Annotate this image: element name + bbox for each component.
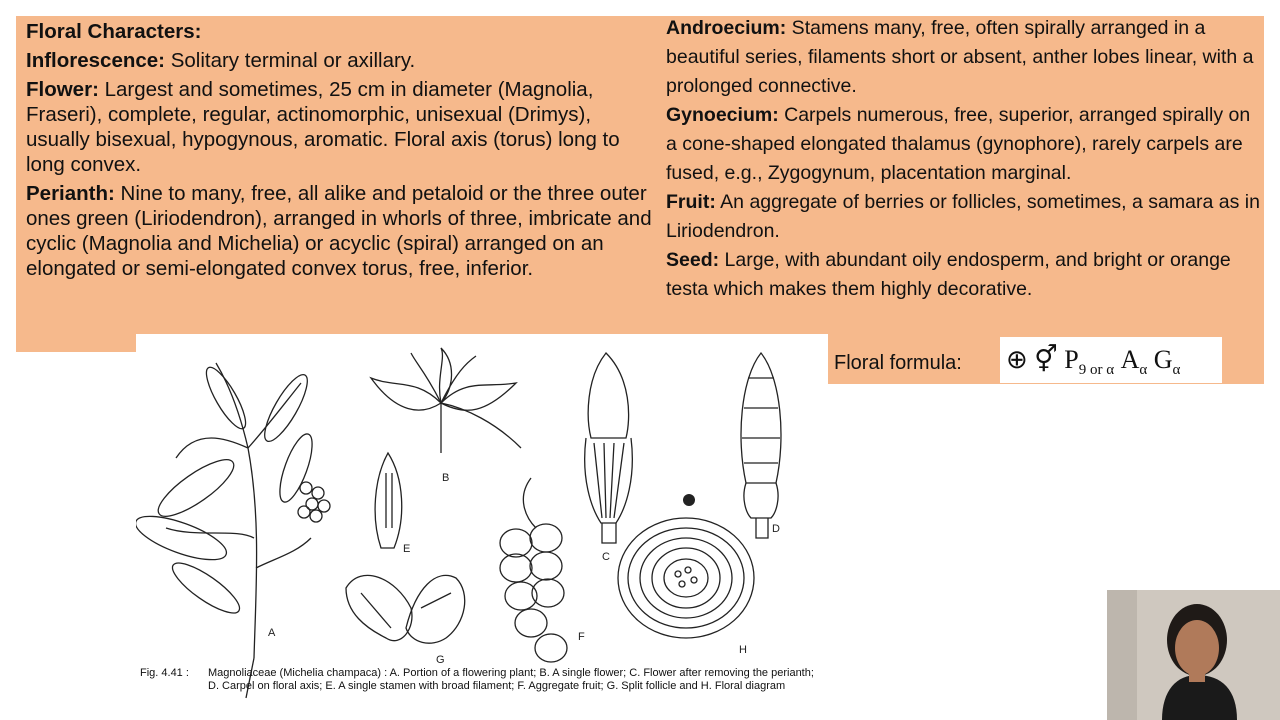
label-f: F xyxy=(578,631,585,643)
carpel-on-axis-drawing xyxy=(741,353,781,538)
formula-a-sub: α xyxy=(1139,362,1148,379)
gynoecium-para xyxy=(666,101,1260,188)
split-follicle-drawing xyxy=(346,575,465,643)
floral-diagram-drawing xyxy=(618,518,754,638)
label-b: B xyxy=(442,472,450,484)
label-d: D xyxy=(772,523,780,535)
flower-label: Flower: xyxy=(26,78,99,101)
gynoecium-label: Gynoecium: xyxy=(666,104,779,126)
formula-p: P xyxy=(1064,345,1079,374)
fruit-para xyxy=(666,188,1260,246)
label-g: G xyxy=(436,654,445,666)
androecium-para xyxy=(666,14,1260,101)
seed-para xyxy=(666,246,1260,304)
fruit-label: Fruit: xyxy=(666,191,716,213)
floral-formula-label: Floral formula: xyxy=(834,352,962,374)
perianth-text: Nine to many, free, all alike and petaloid or the three outer ones green (Liriodendron), arranged in whorls of three, imbricate and cyclic (Magnolia and Michelia) or acyclic (spiral) arranged on an elongated or semi-elongated convex torus, free, inferior. xyxy=(26,182,652,280)
webcam-video xyxy=(1107,590,1280,720)
single-flower-drawing xyxy=(371,348,521,453)
gynoecium-text: Carpels numerous, free, superior, arranged spirally on a cone-shaped elongated thalamus (gynophore), rarely carpels are fused, e.g., Zygogynum, placentation marginal. xyxy=(666,104,1251,184)
formula-a: A xyxy=(1114,345,1140,374)
androecium-label: Androecium: xyxy=(666,17,787,39)
label-c: C xyxy=(602,551,610,563)
inflorescence-para xyxy=(26,48,656,73)
flower-para xyxy=(26,77,656,177)
caption-body: Magnoliaceae (Michelia champaca) : A. Portion of a flowering plant; B. A single flower; C. Flower after removing the perianth; D. Carpel on floral axis; E. A single stamen with broad filament; F. Aggregate fruit; G. Split follicle and H. Floral diagram xyxy=(208,667,814,692)
caption-number: Fig. 4.41 : xyxy=(140,667,189,679)
inflorescence-label: Inflorescence: xyxy=(26,49,165,72)
right-text xyxy=(666,14,1260,304)
label-h: H xyxy=(739,644,747,656)
botanical-figure xyxy=(136,338,826,718)
inflorescence-text: Solitary terminal or axillary. xyxy=(165,49,416,72)
formula-p-sub: 9 or α xyxy=(1078,362,1115,379)
label-a: A xyxy=(268,627,276,639)
seed-text: Large, with abundant oily endosperm, and bright or orange testa which makes them highly decorative. xyxy=(666,249,1231,300)
flowering-branch-drawing xyxy=(136,363,330,698)
formula-g-sub: α xyxy=(1172,362,1181,379)
label-e: E xyxy=(403,543,411,555)
left-text xyxy=(26,19,656,285)
formula-symbols: ⊕ ⚥ xyxy=(1006,345,1065,374)
floral-formula xyxy=(1000,337,1222,383)
left-panel-tab xyxy=(16,334,136,352)
perianth-para xyxy=(26,181,656,281)
seed-label: Seed: xyxy=(666,249,720,271)
flower-text: Largest and sometimes, 25 cm in diameter (Magnolia, Fraseri), complete, regular, actinomorphic, unisexual (Drimys), usually bisexual, hypogynous, aromatic. Floral axis (torus) long to long convex. xyxy=(26,78,620,176)
androecium-text: Stamens many, free, often spirally arranged in a beautiful series, filaments short or absent, anther lobes linear, with a prolonged connective. xyxy=(666,17,1254,97)
axis-dot xyxy=(683,494,695,506)
aggregate-fruit-drawing xyxy=(500,478,567,662)
stamen-drawing xyxy=(375,453,402,548)
flower-without-perianth-drawing xyxy=(585,353,633,543)
heading: Floral Characters: xyxy=(26,20,202,43)
perianth-label: Perianth: xyxy=(26,182,115,205)
fruit-text: An aggregate of berries or follicles, sometimes, a samara as in Liriodendron. xyxy=(666,191,1260,242)
formula-g: G xyxy=(1147,345,1173,374)
